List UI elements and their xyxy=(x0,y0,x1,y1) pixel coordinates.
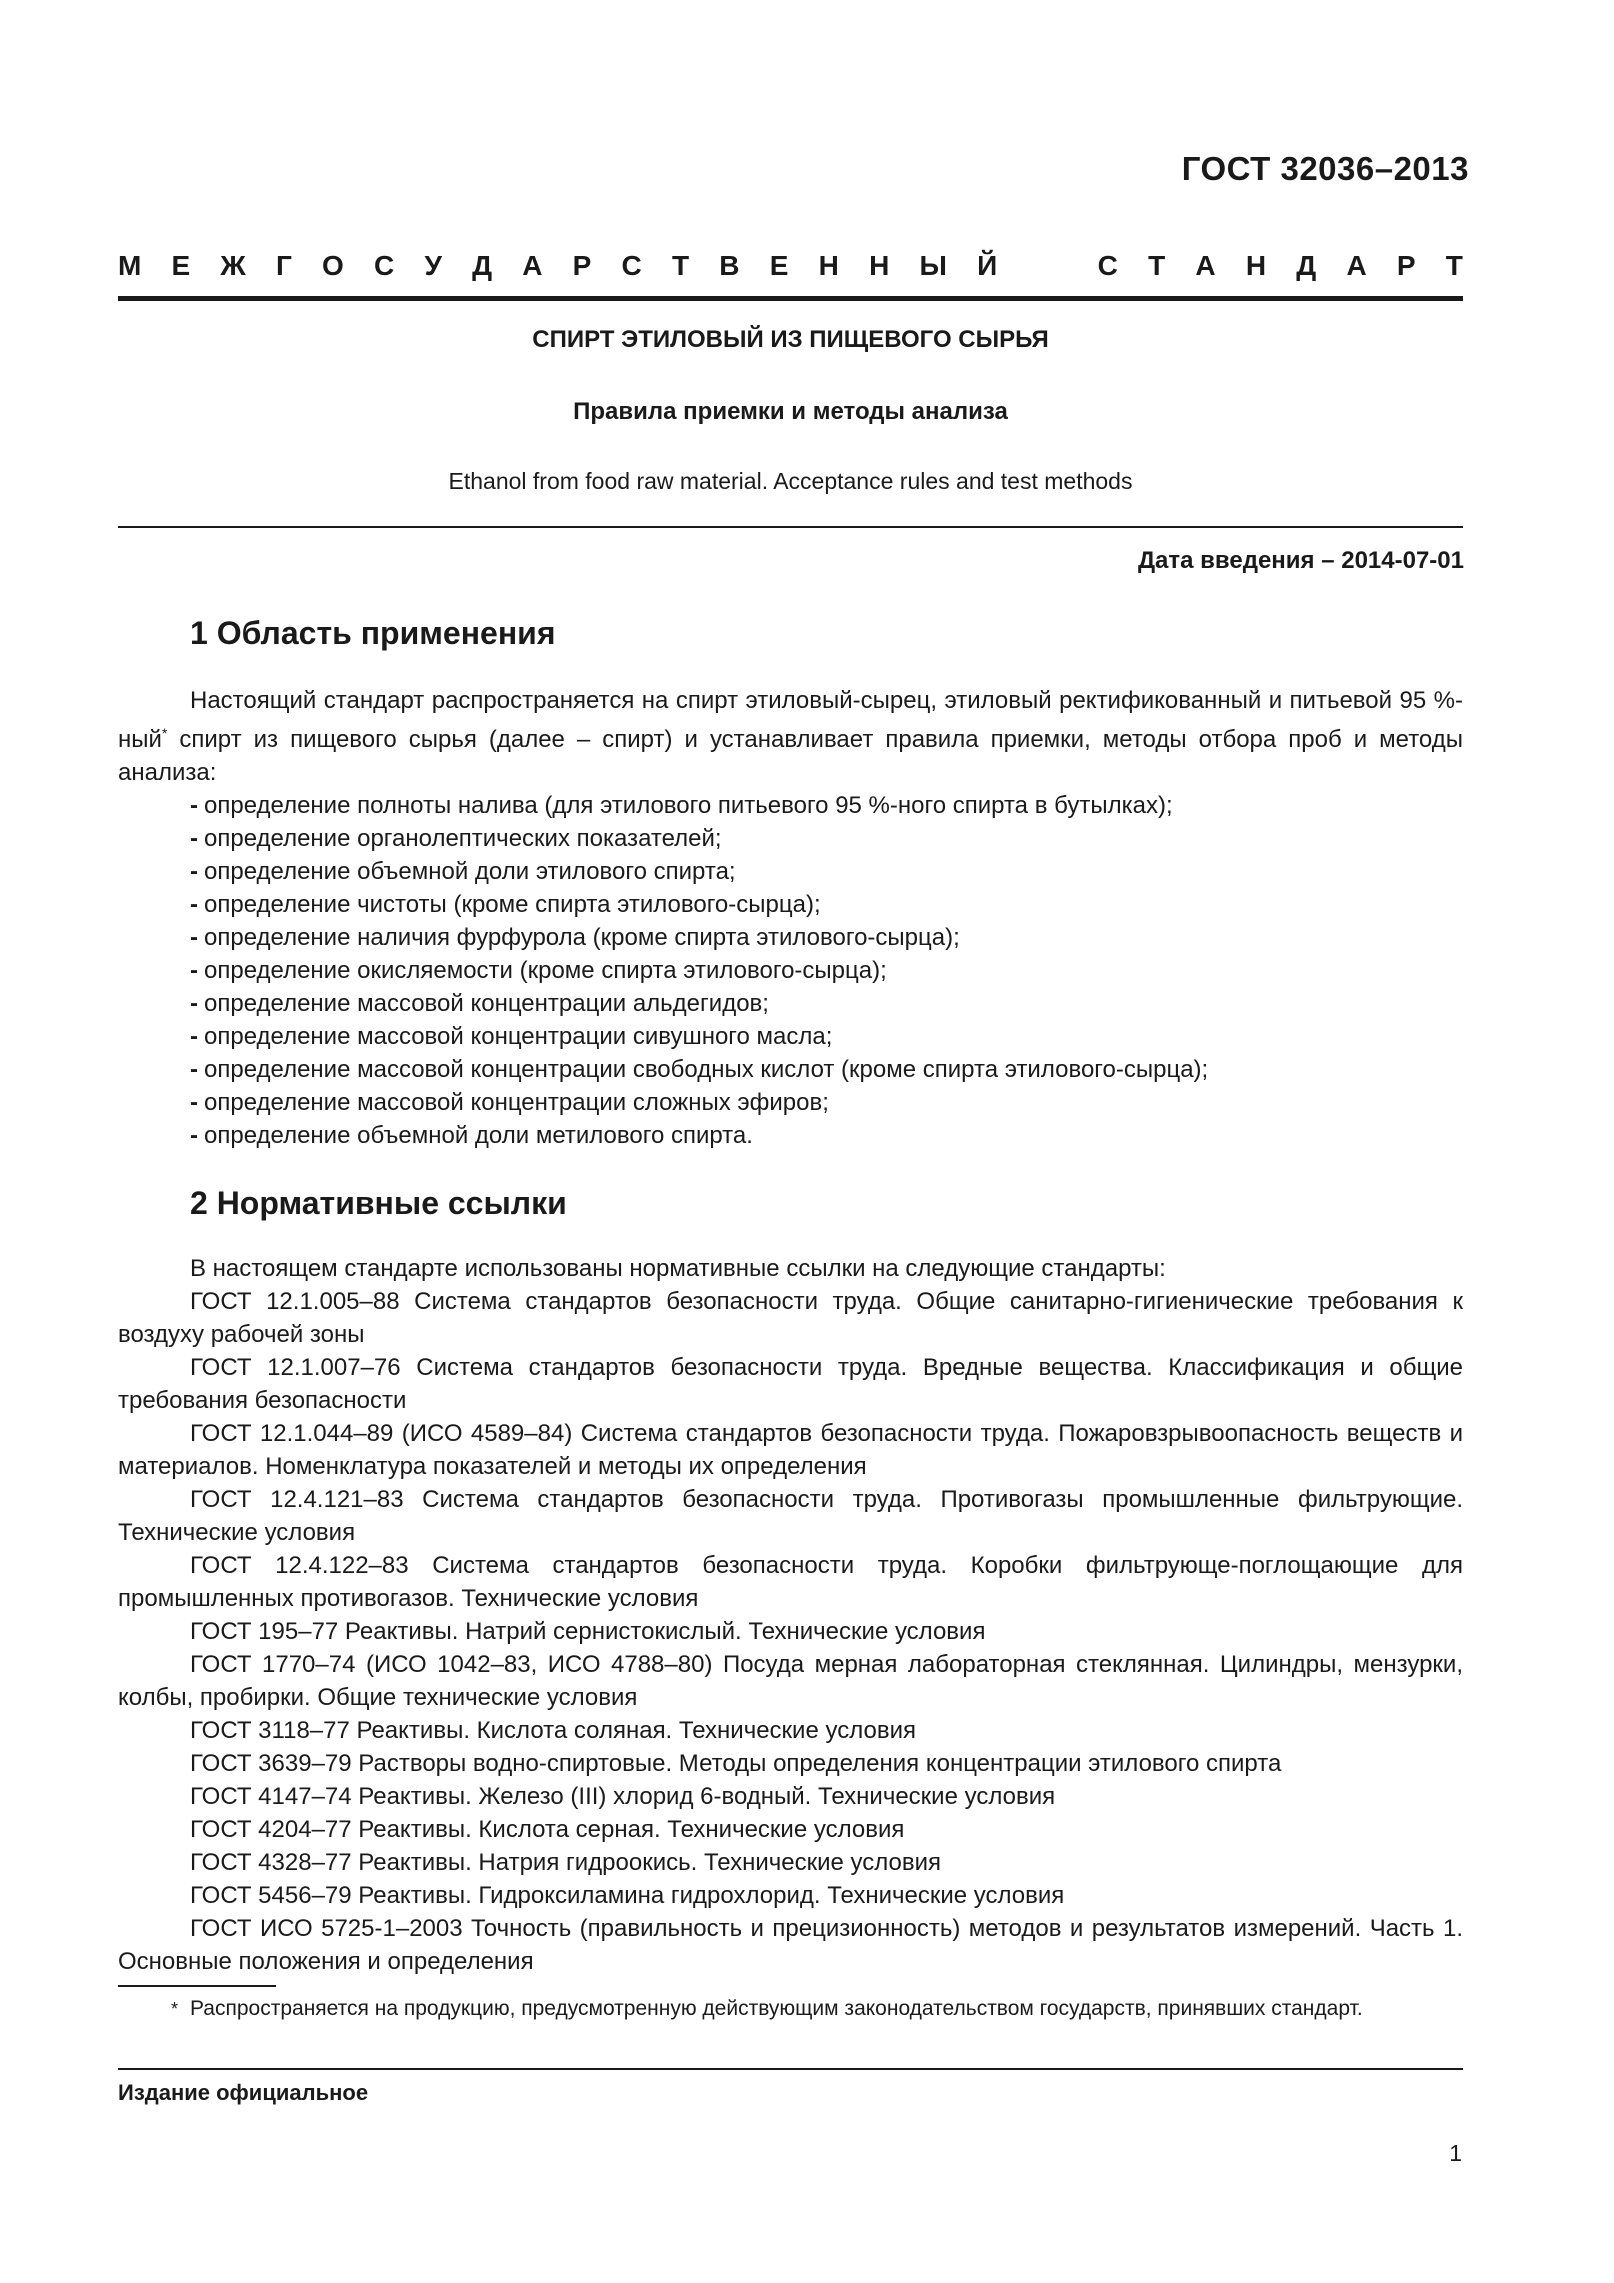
banner-divider xyxy=(118,296,1463,301)
scope-text-part1: Настоящий стандарт распространяется на спирт этиловый-сырец, этиловый ректификованный и питьевой 95 %-ный xyxy=(118,687,1463,753)
banner-letter: А xyxy=(522,250,543,281)
list-item xyxy=(118,1086,1463,1119)
list-item-text: определение объемной доли этилового спирта; xyxy=(204,858,736,885)
banner-letter: Н xyxy=(1245,250,1267,281)
reference-item: ГОСТ 12.1.044–89 (ИСО 4589–84) Система стандартов безопасности труда. Пожаровзрывоопасность веществ и материалов. Номенклатура показателей и методы их определения xyxy=(118,1420,1463,1480)
footer-divider xyxy=(118,2068,1463,2070)
list-dash: - xyxy=(190,1122,198,1149)
list-item xyxy=(118,1053,1463,1086)
list-dash: - xyxy=(190,957,198,984)
banner-letter: О xyxy=(322,250,344,281)
banner-letter: Т xyxy=(1148,250,1166,281)
banner-letter: В xyxy=(719,250,740,281)
list-dash: - xyxy=(190,1023,198,1050)
list-item xyxy=(118,921,1463,954)
document-number: ГОСТ 32036–2013 xyxy=(1181,150,1469,187)
standard-banner xyxy=(118,250,1463,282)
banner-letter: У xyxy=(424,250,442,281)
banner-letter: С xyxy=(374,250,395,281)
title-divider xyxy=(118,526,1463,528)
banner-letter: Д xyxy=(472,250,493,281)
list-item-text: определение полноты налива (для этилового питьевого 95 %-ного спирта в бутылках); xyxy=(204,792,1173,819)
footnote-text: Распространяется на продукцию, предусмотренную действующим законодательством государств, принявших стандарт. xyxy=(190,1997,1363,2020)
document-title-english: Ethanol from food raw material. Acceptance rules and test methods xyxy=(448,468,1133,494)
list-item-text: определение чистоты (кроме спирта этилового-сырца); xyxy=(204,891,821,918)
reference-intro: В настоящем стандарте использованы нормативные ссылки на следующие стандарты: xyxy=(190,1255,1166,1282)
list-dash: - xyxy=(190,792,198,819)
edition-label: Издание официальное xyxy=(118,2080,369,2105)
section-2-heading: 2 Нормативные ссылки xyxy=(190,1185,567,1221)
banner-letter: С xyxy=(621,250,642,281)
banner-letter: М xyxy=(118,250,142,281)
banner-letter: Й xyxy=(977,250,998,281)
introduction-date: Дата введения – 2014-07-01 xyxy=(1137,547,1464,574)
reference-item: ГОСТ 4204–77 Реактивы. Кислота серная. Технические условия xyxy=(190,1816,905,1843)
banner-letter: Н xyxy=(818,250,839,281)
list-item-text: определение наличия фурфурола (кроме спирта этилового-сырца); xyxy=(204,924,960,951)
reference-item: ГОСТ 12.1.005–88 Система стандартов безопасности труда. Общие санитарно-гигиенические требования к воздуху рабочей зоны xyxy=(118,1288,1463,1348)
reference-item: ГОСТ 12.4.121–83 Система стандартов безопасности труда. Противогазы промышленные фильтрующие. Технические условия xyxy=(118,1486,1463,1546)
list-item xyxy=(118,1119,1463,1152)
list-item xyxy=(118,954,1463,987)
list-item-text: определение массовой концентрации сложных эфиров; xyxy=(204,1089,829,1116)
scope-list xyxy=(118,789,1463,1152)
section-1-heading: 1 Область применения xyxy=(190,615,556,651)
list-item xyxy=(118,1020,1463,1053)
banner-letter: Е xyxy=(769,250,789,281)
list-dash: - xyxy=(190,858,198,885)
list-dash: - xyxy=(190,924,198,951)
banner-gap xyxy=(1027,250,1067,282)
scope-paragraph xyxy=(118,684,1463,789)
banner-letter: Ы xyxy=(919,250,947,281)
scope-text-part2: спирт из пищевого сырья (далее – спирт) и устанавливает правила приемки, методы отбора проб и методы анализа: xyxy=(118,726,1463,786)
list-dash: - xyxy=(190,990,198,1017)
footnote xyxy=(118,1994,1463,2024)
list-dash: - xyxy=(190,825,198,852)
reference-item: ГОСТ 12.1.007–76 Система стандартов безопасности труда. Вредные вещества. Классификация и общие требования безопасности xyxy=(118,1354,1463,1414)
banner-letter: Г xyxy=(275,250,292,281)
page-number: 1 xyxy=(1449,2140,1462,2166)
reference-item: ГОСТ 195–77 Реактивы. Натрий сернистокислый. Технические условия xyxy=(190,1618,986,1645)
reference-item: ГОСТ 5456–79 Реактивы. Гидроксиламина гидрохлорид. Технические условия xyxy=(190,1882,1065,1909)
banner-letter: Р xyxy=(572,250,592,281)
banner-letter: Т xyxy=(1445,250,1463,281)
reference-item: ГОСТ 3118–77 Реактивы. Кислота соляная. Технические условия xyxy=(190,1717,916,1744)
document-title: СПИРТ ЭТИЛОВЫЙ ИЗ ПИЩЕВОГО СЫРЬЯ xyxy=(532,326,1049,353)
list-item xyxy=(118,789,1463,822)
reference-item: ГОСТ ИСО 5725-1–2003 Точность (правильность и прецизионность) методов и результатов измерений. Часть 1. Основные положения и определения xyxy=(118,1915,1463,1975)
section-1-body xyxy=(118,684,1463,1152)
banner-letter: Ж xyxy=(220,250,246,281)
list-item-text: определение массовой концентрации сивушного масла; xyxy=(204,1023,833,1050)
list-item-text: определение массовой концентрации свободных кислот (кроме спирта этилового-сырца); xyxy=(204,1056,1209,1083)
reference-item: ГОСТ 4147–74 Реактивы. Железо (III) хлорид 6-водный. Технические условия xyxy=(190,1783,1056,1810)
banner-letter: Т xyxy=(671,250,690,281)
banner-letter: Н xyxy=(869,250,890,281)
reference-item: ГОСТ 12.4.122–83 Система стандартов безопасности труда. Коробки фильтрующе-поглощающие для промышленных противогазов. Технические условия xyxy=(118,1552,1463,1612)
list-dash: - xyxy=(190,891,198,918)
footnote-reference: * xyxy=(161,725,168,741)
list-item-text: определение массовой концентрации альдегидов; xyxy=(204,990,769,1017)
list-item xyxy=(118,855,1463,888)
list-item-text: определение объемной доли метилового спирта. xyxy=(204,1122,753,1149)
reference-item: ГОСТ 4328–77 Реактивы. Натрия гидроокись. Технические условия xyxy=(190,1849,942,1876)
list-item-text: определение окисляемости (кроме спирта этилового-сырца); xyxy=(204,957,887,984)
banner-letter: А xyxy=(1346,250,1367,281)
list-dash: - xyxy=(190,1089,198,1116)
list-item xyxy=(118,822,1463,855)
list-item xyxy=(118,987,1463,1020)
banner-letter: А xyxy=(1195,250,1216,281)
document-subtitle: Правила приемки и методы анализа xyxy=(573,398,1008,425)
footnote-mark: * xyxy=(170,1999,178,2019)
banner-letter: С xyxy=(1097,250,1118,281)
list-item xyxy=(118,888,1463,921)
reference-item: ГОСТ 1770–74 (ИСО 1042–83, ИСО 4788–80) Посуда мерная лабораторная стеклянная. Цилиндры, мензурки, колбы, пробирки. Общие технические условия xyxy=(118,1651,1463,1711)
banner-letter: Р xyxy=(1396,250,1416,281)
banner-letter: Е xyxy=(171,250,191,281)
list-dash: - xyxy=(190,1056,198,1083)
reference-item: ГОСТ 3639–79 Растворы водно-спиртовые. Методы определения концентрации этилового спирта xyxy=(190,1750,1282,1777)
banner-letter: Д xyxy=(1296,250,1317,281)
footnote-divider xyxy=(118,1985,276,1987)
references-list xyxy=(118,1252,1463,1978)
list-item-text: определение органолептических показателей; xyxy=(204,825,722,852)
